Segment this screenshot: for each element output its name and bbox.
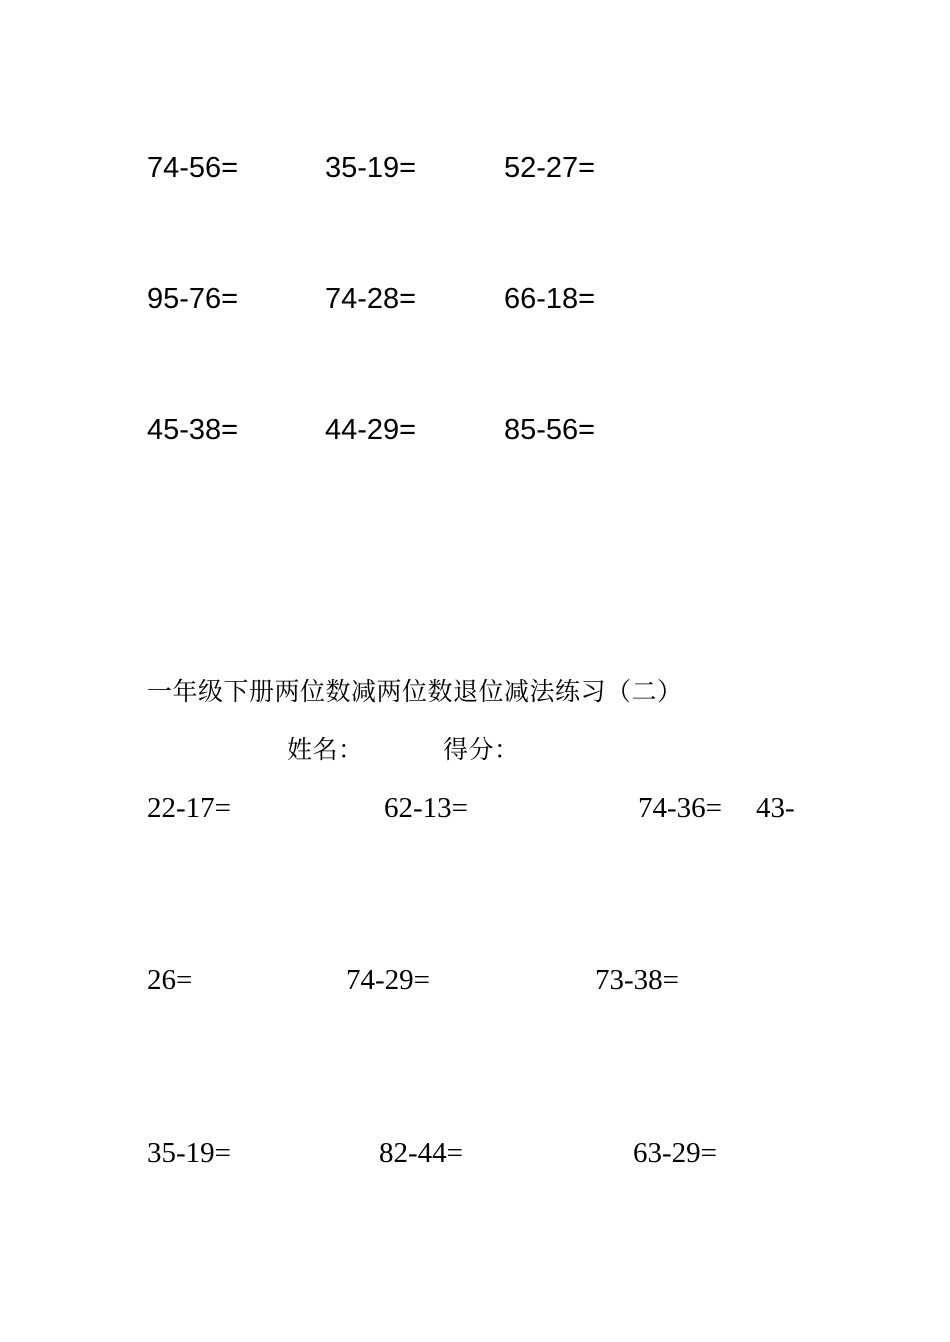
problem: 82-44=	[379, 1137, 464, 1169]
problem: 52-27=	[504, 152, 596, 184]
problem: 85-56=	[504, 414, 596, 446]
problem: 22-17=	[147, 792, 232, 824]
problem: 62-13=	[384, 792, 469, 824]
problem: 66-18=	[504, 283, 596, 315]
problem: 35-19=	[325, 152, 417, 184]
problem: 63-29=	[633, 1137, 718, 1169]
problem-fragment: 26=	[147, 964, 193, 996]
problem: 44-29=	[325, 414, 417, 446]
problem: 74-36=	[638, 792, 723, 824]
worksheet-title: 一年级下册两位数减两位数退位减法练习（二）	[147, 677, 683, 706]
problem: 95-76=	[147, 283, 239, 315]
score-label: 得分：	[443, 735, 520, 764]
problem: 74-28=	[325, 283, 417, 315]
problem: 74-56=	[147, 152, 239, 184]
problem-fragment: 43-	[756, 792, 795, 824]
problem: 35-19=	[147, 1137, 232, 1169]
problem: 74-29=	[346, 964, 431, 996]
problem: 73-38=	[595, 964, 680, 996]
name-label: 姓名：	[287, 735, 364, 764]
problem: 45-38=	[147, 414, 239, 446]
